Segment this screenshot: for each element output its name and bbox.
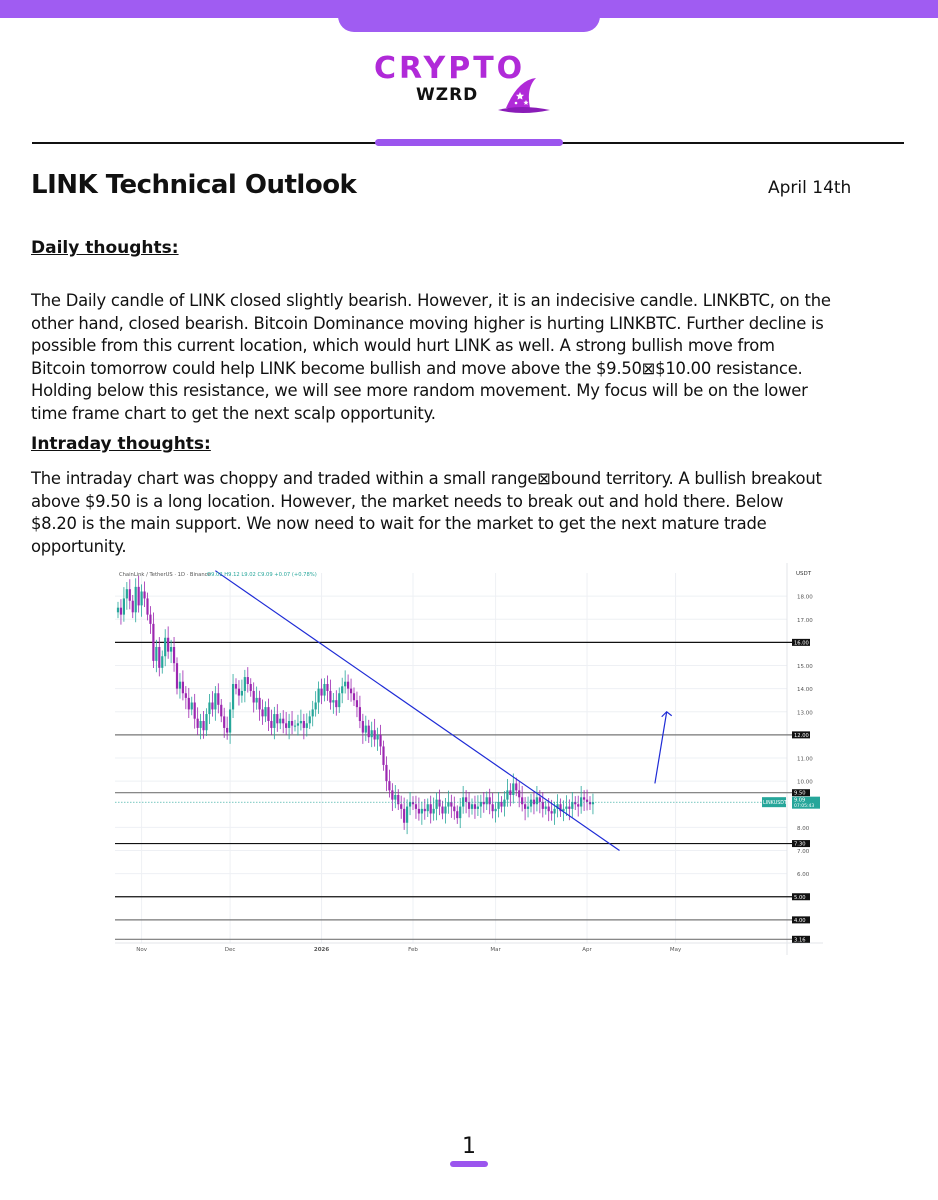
candle-body <box>312 709 314 716</box>
candle-body <box>164 638 166 657</box>
candle-body <box>468 802 470 809</box>
candle-body <box>235 684 237 689</box>
candle-body <box>489 797 491 804</box>
candle-body <box>229 709 231 732</box>
candle-body <box>509 790 511 795</box>
candle-body <box>406 807 408 823</box>
daily-line: time frame chart to get the next scalp opportunity. <box>31 403 436 423</box>
candle-body <box>471 804 473 809</box>
candle-body <box>291 721 293 726</box>
time-tick-label: Dec <box>224 947 236 953</box>
candle-body <box>300 721 302 723</box>
candle-body <box>270 721 272 728</box>
candle-body <box>259 698 261 710</box>
intraday-line: $8.20 is the main support. We now need to wait for the market to get the next mature trade <box>31 514 767 533</box>
candle-body <box>421 809 423 814</box>
candle-body <box>279 719 281 724</box>
candle-body <box>173 647 175 663</box>
candle-body <box>554 809 556 814</box>
candle-body <box>548 807 550 812</box>
candle-body <box>176 663 178 688</box>
candle-body <box>388 781 390 790</box>
candle-body <box>515 783 517 790</box>
candle-body <box>238 689 240 696</box>
intraday-paragraph <box>31 468 911 558</box>
candle-body <box>353 693 355 700</box>
price-tick-label: 10.00 <box>797 779 813 786</box>
report-date: April 14th <box>768 178 852 198</box>
chart-canvas <box>115 563 823 955</box>
candle-body <box>326 684 328 691</box>
candle-body <box>226 728 228 733</box>
level-price-label: 5.00 <box>794 894 806 901</box>
level-price-label: 7.30 <box>794 841 806 848</box>
candle-body <box>382 746 384 765</box>
candle-body <box>247 677 249 684</box>
candle-body <box>329 691 331 703</box>
candle-body <box>117 608 119 613</box>
candle-body <box>474 804 476 809</box>
candle-body <box>506 790 508 799</box>
candle-body <box>447 802 449 807</box>
candle-body <box>191 703 193 710</box>
price-tick-label: 13.00 <box>797 710 813 717</box>
intraday-heading: Intraday thoughts: <box>31 434 211 454</box>
candle-body <box>492 804 494 811</box>
candle-body <box>170 647 172 652</box>
candle-body <box>444 807 446 814</box>
candle-body <box>403 809 405 823</box>
candle-body <box>453 807 455 812</box>
candle-body <box>477 807 479 809</box>
intraday-line: above $9.50 is a long location. However, the market needs to break out and hold there. Below <box>31 491 784 511</box>
candle-body <box>424 809 426 811</box>
daily-line: Holding below this resistance, we will see more random movement. My focus will be on the lower <box>31 381 808 400</box>
candle-body <box>303 721 305 728</box>
candle-body <box>365 726 367 733</box>
candle-body <box>335 700 337 707</box>
candle-body <box>586 800 588 802</box>
candle-body <box>568 807 570 809</box>
level-price-label: 12.00 <box>794 732 809 739</box>
candle-body <box>309 716 311 723</box>
candle-body <box>385 765 387 781</box>
symbol-tag-label: LINKUSDT <box>763 801 787 807</box>
candle-body <box>397 795 399 804</box>
candle-body <box>418 809 420 814</box>
price-tick-label: 14.00 <box>797 687 813 694</box>
candle-body <box>294 726 296 727</box>
candle-body <box>202 721 204 730</box>
candle-body <box>188 698 190 710</box>
candle-body <box>146 598 148 614</box>
candle-body <box>465 797 467 802</box>
candle-body <box>565 807 567 809</box>
candle-body <box>129 589 131 601</box>
header-divider-accent <box>375 139 563 146</box>
candle-body <box>459 807 461 819</box>
candle-body <box>377 735 379 740</box>
candle-body <box>409 802 411 807</box>
candle-body <box>141 592 143 606</box>
candle-body <box>350 689 352 694</box>
candle-body <box>495 809 497 811</box>
candle-body <box>126 589 128 598</box>
candle-body <box>120 608 122 615</box>
candle-body <box>232 684 234 709</box>
candle-body <box>143 592 145 599</box>
candle-body <box>264 707 266 716</box>
candle-body <box>217 693 219 705</box>
page-title: LINK Technical Outlook <box>31 170 357 200</box>
candle-body <box>530 800 532 807</box>
price-tick-label: 17.00 <box>797 617 813 624</box>
candle-body <box>347 682 349 689</box>
level-price-label: 4.00 <box>794 917 806 924</box>
logo-wordmark-bottom: WZRD <box>416 85 479 105</box>
price-tick-label: 11.00 <box>797 756 813 763</box>
daily-line: Bitcoin tomorrow could help LINK become bullish and move above the $9.50⊠$10.00 resistance. <box>31 358 803 378</box>
candle-body <box>197 719 199 728</box>
candle-body <box>539 797 541 802</box>
candle-body <box>179 682 181 689</box>
candle-body <box>223 716 225 728</box>
candle-body <box>320 689 322 696</box>
candle-body <box>155 647 157 661</box>
candle-body <box>306 723 308 728</box>
candle-body <box>261 709 263 716</box>
candle-body <box>524 804 526 809</box>
candle-body <box>427 804 429 811</box>
candle-body <box>250 684 252 691</box>
top-accent-tab <box>338 0 600 32</box>
candle-body <box>438 800 440 807</box>
candle-body <box>592 802 594 804</box>
candle-body <box>344 682 346 687</box>
candle-body <box>318 689 320 703</box>
candle-body <box>362 721 364 733</box>
candle-body <box>241 691 243 696</box>
time-tick-label: Nov <box>136 947 147 953</box>
candle-body <box>450 802 452 807</box>
candle-body <box>205 714 207 730</box>
candle-body <box>208 703 210 715</box>
candle-body <box>527 807 529 809</box>
candle-body <box>282 719 284 724</box>
candle-body <box>518 790 520 797</box>
candle-body <box>512 783 514 795</box>
candle-body <box>182 682 184 694</box>
candle-body <box>152 624 154 661</box>
current-price-label: 9.09 <box>794 797 806 804</box>
time-tick-label: Apr <box>582 947 592 953</box>
candle-body <box>571 802 573 809</box>
candle-body <box>161 656 163 668</box>
candle-body <box>288 721 290 728</box>
currency-label: USDT <box>796 571 812 577</box>
candle-body <box>135 587 137 612</box>
time-tick-label: 2026 <box>313 947 330 953</box>
candle-body <box>158 647 160 668</box>
candle-body <box>297 723 299 725</box>
candle-body <box>267 707 269 721</box>
candle-body <box>244 677 246 691</box>
crypto-wzrd-logo <box>374 51 566 116</box>
candle-body <box>200 721 202 728</box>
daily-heading: Daily thoughts: <box>31 238 179 258</box>
candle-body <box>545 807 547 809</box>
candle-body <box>536 797 538 804</box>
level-price-label: 16.00 <box>794 640 809 647</box>
candle-body <box>132 601 134 613</box>
intraday-line: opportunity. <box>31 536 127 556</box>
candle-body <box>379 735 381 747</box>
candle-body <box>497 802 499 809</box>
wizard-hat-icon <box>492 74 552 116</box>
time-tick-label: Mar <box>490 947 501 953</box>
logo-wordmark-top: CRYPTO <box>374 51 526 86</box>
price-tick-label: 6.00 <box>797 872 810 879</box>
candle-body <box>503 800 505 807</box>
candle-body <box>138 587 140 606</box>
price-tick-label: 18.00 <box>797 594 813 601</box>
candle-timer-label: 07:05:43 <box>794 804 815 810</box>
candle-body <box>486 797 488 804</box>
candle-body <box>256 698 258 703</box>
page-number-accent <box>450 1161 488 1167</box>
candle-body <box>415 804 417 809</box>
candle-body <box>332 700 334 702</box>
candle-body <box>436 800 438 809</box>
ohlc-readout: O9.02 H9.12 L9.02 C9.09 +0.07 (+0.78%) <box>207 572 317 578</box>
daily-paragraph <box>31 290 911 425</box>
price-tick-label: 15.00 <box>797 664 813 670</box>
price-tick-label: 8.00 <box>797 825 810 832</box>
candle-body <box>356 700 358 707</box>
candle-body <box>551 811 553 813</box>
candle-body <box>521 797 523 804</box>
symbol-info-label: ChainLink / TetherUS · 1D · Binance <box>119 572 211 578</box>
candle-body <box>273 714 275 728</box>
time-tick-label: Feb <box>408 947 418 953</box>
candle-body <box>185 693 187 698</box>
candle-body <box>577 804 579 806</box>
candle-body <box>194 703 196 719</box>
candle-body <box>430 804 432 813</box>
candle-body <box>253 691 255 703</box>
candle-body <box>276 714 278 723</box>
candle-body <box>433 809 435 814</box>
candle-body <box>167 638 169 652</box>
candle-body <box>394 795 396 800</box>
candle-body <box>480 802 482 807</box>
candle-body <box>315 703 317 710</box>
candle-body <box>456 811 458 818</box>
candle-body <box>583 797 585 799</box>
daily-line: The Daily candle of LINK closed slightly bearish. However, it is an indecisive candle. LINKBTC, on the <box>31 291 831 310</box>
candle-body <box>341 686 343 693</box>
candle-body <box>359 707 361 721</box>
candle-body <box>400 804 402 809</box>
link-usdt-daily-chart <box>115 563 823 955</box>
time-tick-label: May <box>669 947 682 953</box>
intraday-line: The intraday chart was choppy and traded within a small range⊠bound territory. A bullish breakout <box>31 469 822 488</box>
candle-body <box>542 802 544 809</box>
candle-body <box>371 730 373 737</box>
candle-body <box>374 730 376 739</box>
level-price-label: 3.16 <box>794 937 806 944</box>
candle-body <box>323 684 325 696</box>
candle-body <box>220 705 222 717</box>
candle-body <box>149 615 151 624</box>
candle-body <box>500 802 502 807</box>
candle-body <box>391 790 393 799</box>
candle-body <box>441 807 443 814</box>
candle-body <box>338 693 340 707</box>
level-price-label: 9.50 <box>794 790 806 797</box>
page-number: 1 <box>462 1134 476 1159</box>
candle-body <box>211 703 213 710</box>
candle-body <box>368 726 370 738</box>
daily-line: other hand, closed bearish. Bitcoin Dominance moving higher is hurting LINKBTC. Further decline is <box>31 313 824 333</box>
daily-line: possible from this current location, which would hurt LINK as well. A strong bullish move from <box>31 336 775 355</box>
candle-body <box>123 598 125 614</box>
price-tick-label: 7.00 <box>797 849 810 855</box>
candle-body <box>214 693 216 709</box>
candle-body <box>285 723 287 728</box>
